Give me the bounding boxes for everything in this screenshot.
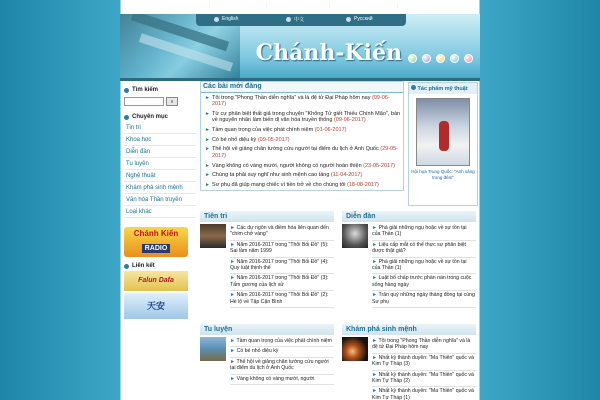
section-item-link[interactable]: Vàng không có vàng mười, người (236, 375, 315, 382)
section-body (200, 335, 334, 387)
recent-post-link[interactable] (212, 111, 401, 124)
falun-dafa-banner[interactable]: Falun Dafa (124, 271, 188, 291)
section-forum (342, 211, 476, 310)
pink-sphere-icon (464, 54, 473, 63)
arrow-icon: ► (205, 110, 210, 117)
category-item[interactable]: Khoa học (124, 134, 196, 146)
recent-post-title[interactable]: Từ cự phân biệt thất giả trong chuyện "Khổng Tử giết Thiếu Chính Mão", bàn về nguyên nhân làm biến dị văn hóa truyền thống (211, 110, 401, 124)
language-bar (196, 14, 406, 26)
russian-flag-icon (346, 17, 351, 22)
section-list-item[interactable] (372, 371, 476, 388)
recent-post-date: (23-05-2017) (363, 162, 395, 169)
section-body (342, 222, 476, 310)
section-list-item[interactable] (230, 241, 334, 258)
purple-sphere-icon (422, 54, 431, 63)
section-item-link[interactable]: Luật bố chấp trước phàn nàn trong cuộc sống hàng ngày (372, 275, 472, 288)
recent-post-title[interactable]: Thế hội về giảng chân tướng cứu người tại điểm du lịch ở Anh Quốc (211, 146, 379, 153)
site-header (120, 14, 480, 78)
bullet-icon (124, 88, 129, 93)
recent-post-title[interactable]: Có bé nhỏ diệu kỳ (211, 136, 257, 143)
recent-post-link[interactable] (212, 163, 395, 170)
recent-post-item[interactable] (201, 109, 403, 125)
section-list-item[interactable] (372, 387, 476, 400)
section-title[interactable]: Tiên tri (200, 211, 334, 222)
radio-banner-sub: RADIO (142, 244, 171, 253)
arrow-icon: ► (205, 172, 210, 179)
search-row (124, 97, 196, 106)
section-list (372, 224, 476, 308)
recent-post-date: (09-06-2017) (333, 117, 366, 124)
arrow-icon: ► (205, 126, 210, 133)
arrow-icon: ► (372, 371, 379, 378)
nav-arts[interactable]: Nghệ thuật (347, 3, 379, 10)
section-list (372, 337, 476, 400)
arrow-icon: ► (230, 292, 237, 299)
arrow-icon: ► (230, 358, 237, 365)
nav-separator: | (209, 3, 211, 9)
section-list-item[interactable] (372, 274, 476, 291)
recent-post-item[interactable] (201, 93, 403, 109)
section-item-link[interactable]: Nhất kỳ thành duyên: "Ma Thiên" quốc và Kim Tự Tháp (2) (372, 371, 474, 385)
category-item[interactable]: Tu luyện (124, 158, 196, 170)
nav-separator: | (266, 3, 268, 9)
recent-post-title[interactable]: Vàng không có vàng mười, người không có người hoàn thiện (211, 162, 362, 169)
lang-chinese[interactable]: 中文 (294, 17, 305, 23)
arrow-icon: ► (372, 241, 379, 248)
arrow-icon: ► (372, 354, 379, 361)
section-item-link[interactable]: Trân quý những ngày tháng đồng tại cùng Sư phụ (372, 292, 475, 305)
recent-post-date: (09-05-2017) (257, 136, 290, 143)
arrow-icon: ► (230, 348, 237, 355)
recent-post-item[interactable] (201, 135, 403, 145)
recent-post-title[interactable]: Sư phụ đã giúp mang chiếc ví tiền trở về cho chúng tôi (211, 181, 346, 188)
recent-post-item[interactable] (201, 125, 403, 135)
recent-post-title[interactable]: Tầm quan trọng của việc phát chính niệm (211, 126, 314, 133)
section-list (230, 224, 334, 308)
section-list-item[interactable] (372, 224, 476, 241)
category-item[interactable]: Diễn đàn (124, 146, 196, 158)
left-sidebar (124, 81, 196, 400)
search-button[interactable]: » (166, 97, 178, 106)
recent-post-date: (11-04-2017) (330, 172, 363, 179)
section-item-link[interactable]: Năm 2016-2017 trong "Thôi Bối Đồ" (3): Tấm gương của lịch sử (230, 275, 329, 288)
bullet-icon (124, 115, 129, 120)
recent-post-item[interactable] (201, 180, 403, 190)
lang-russian[interactable]: Русский (354, 16, 373, 22)
arrow-icon: ► (230, 241, 237, 248)
section-list-item[interactable] (372, 291, 476, 308)
section-item-link[interactable]: Các dự ngôn và điềm hóa liên quan đến "chim chở vàng" (230, 225, 329, 238)
decorative-spheres (404, 54, 474, 64)
arrow-icon: ► (230, 258, 237, 265)
recent-posts-title: Các bài mới đăng (201, 82, 403, 93)
section-item-link[interactable]: Tôi trong "Phong Thần diễn nghĩa" và là đệ tử Đại Pháp hôm nay (372, 338, 471, 351)
arrow-icon: ► (205, 136, 210, 143)
links-title: Liên kết (132, 263, 155, 269)
recent-post-link[interactable] (212, 95, 401, 108)
arrow-icon: ► (205, 94, 210, 101)
recent-posts-list (201, 93, 403, 190)
tiananmen-banner[interactable]: 天安 (124, 293, 188, 319)
category-item[interactable]: Văn hóa Thần truyền (124, 194, 196, 206)
arrow-icon: ► (372, 258, 379, 265)
recent-post-title[interactable]: Chúng ta phải suy nghĩ như sinh mệnh cao tầng (211, 172, 330, 179)
radio-banner-title: Chánh Kiến (133, 229, 179, 238)
chinese-flag-icon (286, 17, 291, 22)
section-list-item[interactable] (372, 354, 476, 371)
english-flag-icon (214, 17, 219, 22)
recent-post-item[interactable] (201, 161, 403, 171)
arrow-icon: ► (205, 162, 210, 169)
arrow-icon: ► (372, 225, 379, 231)
category-item[interactable]: Nghệ thuật (124, 170, 196, 182)
section-list-item[interactable] (230, 274, 334, 291)
section-body (342, 335, 476, 400)
section-item-link[interactable]: Nhất kỳ thành duyên: "Ma Thiên" quốc và Kim Tự Tháp (3) (372, 354, 474, 368)
section-exploring-life (342, 324, 476, 400)
section-title[interactable]: Tu luyện (200, 324, 334, 335)
nav-cultivation[interactable]: Tu luyện (285, 3, 310, 10)
lang-english[interactable]: English (222, 16, 239, 22)
recent-post-link[interactable] (212, 137, 290, 144)
bullet-icon (411, 85, 416, 90)
nav-separator: | (397, 3, 399, 9)
section-list-item[interactable] (372, 241, 476, 258)
section-item-link[interactable]: Thế hội về giảng chân tướng cứu người tại điểm du lịch ở Anh Quốc (230, 358, 329, 372)
recent-post-date: (29-05-2017) (211, 146, 399, 159)
section-title[interactable]: Khám phá sinh mệnh (342, 324, 476, 335)
section-list-item[interactable] (230, 337, 334, 347)
section-item-link[interactable]: Liệu cấp mắt có thể thực sự phân biệt được thật giả? (372, 241, 466, 255)
category-item[interactable]: Loại khác (124, 206, 196, 218)
recent-post-item[interactable] (201, 145, 403, 161)
categories-title: Chuyên mục (132, 114, 169, 120)
section-title[interactable]: Diễn đàn (342, 211, 476, 222)
section-item-link[interactable]: Năm 2016-2017 trong "Thôi Bối Đồ" (5): Sai lầm năm 1999 (230, 241, 329, 255)
section-thumbnail[interactable] (342, 224, 368, 248)
search-heading (124, 87, 196, 93)
recent-post-date: (09-06-2017) (211, 94, 390, 108)
section-thumbnail[interactable] (200, 224, 226, 248)
section-body (200, 222, 334, 310)
section-list-item[interactable] (230, 347, 334, 357)
section-list-item[interactable] (230, 224, 334, 241)
painting-caption[interactable]: Hội họa Trung Quốc: "Anh sáng trong đêm" (411, 169, 475, 180)
arrow-icon: ► (205, 181, 210, 188)
recent-post-link[interactable] (212, 172, 362, 179)
arrow-icon: ► (372, 388, 379, 395)
section-item-link[interactable]: Năm 2016-2017 trong "Thôi Bối Đồ" (4): Quy luật thịnh thế (230, 258, 329, 272)
featured-artwork (408, 82, 478, 206)
site-title[interactable]: Chánh-Kiến (255, 40, 402, 66)
section-item-link[interactable]: Tầm quan trọng của việc phát chính niệm (236, 338, 332, 344)
painting-figure (439, 121, 449, 151)
section-list-item[interactable] (230, 358, 334, 375)
arrow-icon: ► (205, 146, 210, 153)
section-cultivation (200, 324, 334, 387)
section-list-item[interactable] (230, 291, 334, 308)
section-thumbnail[interactable] (200, 337, 226, 361)
section-item-link[interactable]: Nhất kỳ thành duyên: "Ma Thiên" quốc và Kim Tự Tháp (1) (372, 388, 474, 400)
category-item[interactable]: Khám phá sinh mệnh (124, 182, 196, 194)
recent-post-link[interactable] (212, 182, 379, 189)
top-navigation (0, 0, 600, 14)
recent-post-date: (18-08-2017) (347, 181, 379, 188)
bullet-icon (124, 264, 129, 269)
section-item-link[interactable]: Năm 2016-2017 trong "Thôi Bối Đồ" (2): Hé lộ về Tập Cận Bình (230, 292, 329, 305)
section-list (230, 337, 334, 385)
arrow-icon: ► (230, 338, 237, 344)
arrow-icon: ► (230, 225, 237, 231)
category-item[interactable]: Tin tri (124, 122, 196, 134)
arrow-icon: ► (230, 375, 237, 382)
categories-heading (124, 114, 196, 120)
featured-title-text: Tác phẩm mỹ thuật (417, 86, 468, 92)
nav-separator: | (329, 3, 331, 9)
nav-prophecy[interactable]: Tin tri (226, 3, 243, 10)
featured-title (409, 83, 477, 94)
section-list-item[interactable] (230, 258, 334, 275)
section-thumbnail[interactable] (342, 337, 368, 361)
section-list-item[interactable] (372, 258, 476, 275)
recent-post-title[interactable]: Tôi trong "Phong Thần diễn nghĩa" và là đệ tử Đại Pháp hôm nay (211, 94, 371, 101)
section-item-link[interactable]: Phá giải những ngụ hoặc về sự tồn tại của Thần (1) (372, 258, 467, 272)
nav-forum[interactable]: Diễn đàn (416, 3, 443, 10)
section-list-item[interactable] (372, 337, 476, 354)
recent-posts (200, 81, 404, 191)
search-title: Tìm kiếm (132, 87, 159, 93)
search-input[interactable] (124, 97, 164, 106)
arrow-icon: ► (372, 292, 379, 299)
painting-image[interactable] (416, 98, 470, 166)
category-list (124, 122, 196, 218)
recent-post-link[interactable] (212, 146, 401, 159)
blue-sphere-icon (450, 54, 459, 63)
section-list-item[interactable] (230, 375, 334, 385)
arrow-icon: ► (372, 275, 379, 282)
green-sphere-icon (408, 54, 417, 63)
section-item-link[interactable]: Phá giải những ngụ hoặc về sự tồn tại của Thần (1) (372, 225, 467, 238)
links-heading (124, 263, 196, 269)
arrow-icon: ► (230, 275, 237, 282)
section-item-link[interactable]: Có bé nhỏ diệu kỳ (236, 348, 279, 355)
arrow-icon: ► (372, 338, 379, 344)
nav-home[interactable]: Trang chủ (160, 3, 190, 10)
radio-banner[interactable] (124, 227, 188, 257)
yellow-sphere-icon (436, 54, 445, 63)
recent-posts-box (200, 81, 404, 191)
section-prophecy (200, 211, 334, 310)
recent-post-link[interactable] (212, 127, 347, 134)
recent-post-date: (01-06-2017) (314, 126, 347, 133)
recent-post-item[interactable] (201, 171, 403, 181)
